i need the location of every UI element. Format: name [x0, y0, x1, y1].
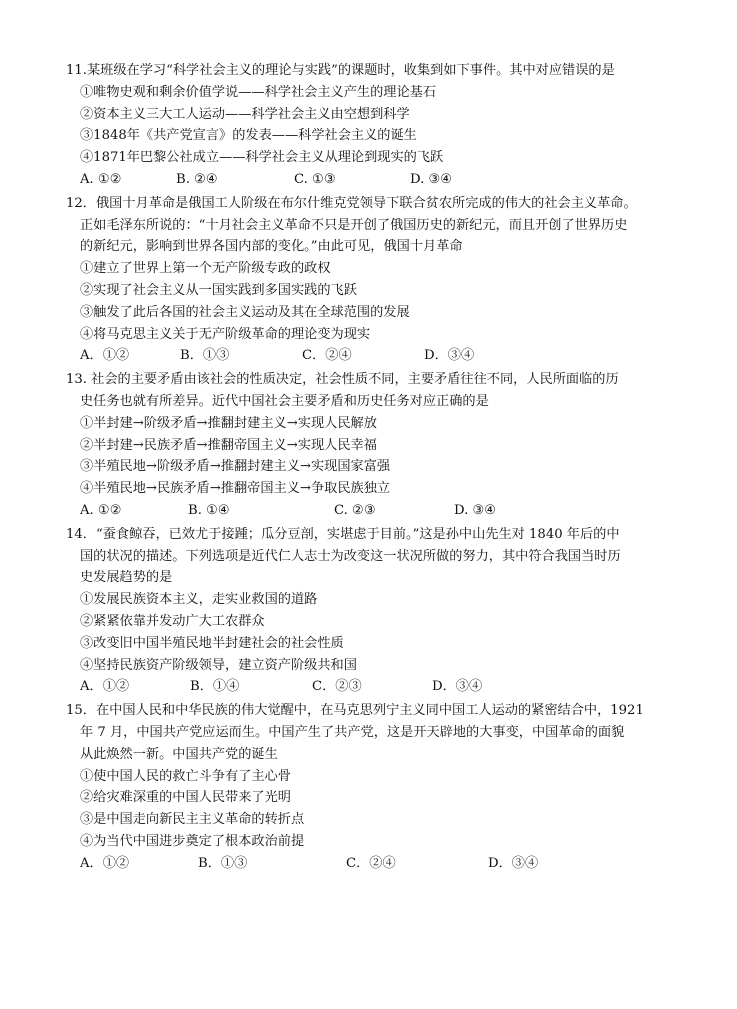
option-1: ①半封建→阶级矛盾→推翻封建主义→实现人民解放 [80, 415, 377, 431]
option-2: ②紧紧依靠并发动广大工农群众 [80, 613, 265, 629]
question-12 [66, 193, 686, 367]
choice-a: A．①② [80, 348, 130, 364]
choice-c: C. ①③ [294, 171, 336, 187]
choice-d: D. ③④ [454, 502, 497, 518]
stem-line: 12．俄国十月革命是俄国工人阶级在布尔什维克党领导下联合贫农所完成的伟大的社会主义革命。 [66, 195, 637, 211]
option-3: ③半殖民地→阶级矛盾→推翻封建主义→实现国家富强 [80, 459, 391, 475]
option-3: ③触发了此后各国的社会主义运动及其在全球范围的发展 [80, 304, 410, 320]
stem-line: 13. 社会的主要矛盾由该社会的性质决定，社会性质不同，主要矛盾往往不同，人民所面临的历 [66, 372, 619, 388]
choice-c: C. ②③ [334, 502, 376, 518]
exam-page [66, 60, 686, 876]
option-4: ④1871年巴黎公社成立——科学社会主义从理论到现实的飞跃 [80, 150, 444, 166]
choice-c: C．②④ [302, 348, 352, 364]
option-3: ③改变旧中国半殖民地半封建社会的社会性质 [80, 635, 344, 651]
stem-line: 11.某班级在学习“科学社会主义的理论与实践”的课题时，收集到如下事件。其中对应错误的是 [66, 63, 615, 78]
question-14 [66, 524, 686, 698]
question-stem [66, 369, 686, 413]
option-3: ③是中国走向新民主主义革命的转折点 [80, 812, 305, 828]
choice-d: D．③④ [488, 855, 539, 871]
option-3: ③1848年《共产党宣言》的发表——科学社会主义的诞生 [80, 128, 417, 144]
question-11 [66, 60, 686, 191]
answer-choices [66, 169, 686, 191]
question-stem [66, 700, 686, 765]
option-4: ④为当代中国进步奠定了根本政治前提 [80, 833, 305, 849]
question-stem [66, 524, 686, 589]
question-13 [66, 369, 686, 522]
stem-line: 史发展趋势的是 [80, 570, 173, 586]
choice-d: D．③④ [432, 679, 483, 695]
choice-a: A．①② [80, 679, 130, 695]
option-1: ①建立了世界上第一个无产阶级专政的政权 [80, 261, 331, 277]
choice-b: B. ①④ [188, 502, 230, 518]
choice-a: A. ①② [80, 171, 122, 187]
choice-c: C．②③ [312, 679, 362, 695]
stem-line: 14．“蚕食鲸吞，已效尤于接踵；瓜分豆剖，实堪虑于目前。”这是孙中山先生对 1840 年后的中 [66, 526, 620, 542]
option-2: ②资本主义三大工人运动——科学社会主义由空想到科学 [80, 106, 410, 122]
choice-d: D．③④ [424, 348, 475, 364]
option-1: ①发展民族资本主义，走实业救国的道路 [80, 592, 318, 608]
option-4: ④坚持民族资产阶级领导，建立资产阶级共和国 [80, 657, 357, 673]
option-1: ①唯物史观和剩余价值学说——科学社会主义产生的理论基石 [80, 84, 437, 100]
choice-b: B．①③ [198, 855, 248, 871]
option-4: ④半殖民地→民族矛盾→推翻帝国主义→争取民族独立 [80, 481, 391, 497]
answer-choices [66, 345, 686, 367]
stem-line: 国的状况的描述。下列选项是近代仁人志士为改变这一状况所做的努力，其中符合我国当时历 [80, 548, 621, 564]
stem-line: 年 7 月，中国共产党应运而生。中国产生了共产党，这是开天辟地的大事变，中国革命的面貌 [80, 724, 625, 740]
option-1: ①使中国人民的救亡斗争有了主心骨 [80, 768, 291, 784]
answer-choices [66, 853, 686, 875]
option-2: ②给灾难深重的中国人民带来了光明 [80, 790, 291, 806]
question-15 [66, 700, 686, 874]
choice-b: B．①④ [190, 679, 240, 695]
question-stem [66, 193, 686, 258]
stem-line: 的新纪元，影响到世界各国内部的变化。”由此可见，俄国十月革命 [80, 239, 463, 255]
choice-b: B. ②④ [176, 171, 218, 187]
stem-line: 正如毛泽东所说的：“十月社会主义革命不只是开创了俄国历史的新纪元，而且开创了世界历史 [80, 217, 628, 233]
answer-choices [66, 500, 686, 522]
option-2: ②半封建→民族矛盾→推翻帝国主义→实现人民幸福 [80, 437, 377, 453]
choice-b: B．①③ [180, 348, 230, 364]
choice-a: A. ①② [80, 502, 122, 518]
answer-choices [66, 676, 686, 698]
stem-line: 从此焕然一新。中国共产党的诞生 [80, 746, 278, 762]
option-2: ②实现了社会主义从一国实践到多国实践的飞跃 [80, 282, 357, 298]
choice-a: A．①② [80, 855, 130, 871]
choice-d: D. ③④ [410, 171, 453, 187]
choice-c: C．②④ [346, 855, 396, 871]
stem-line: 史任务也就有所差异。近代中国社会主要矛盾和历史任务对应正确的是 [80, 393, 489, 409]
question-stem [66, 60, 686, 82]
option-4: ④将马克思主义关于无产阶级革命的理论变为现实 [80, 326, 371, 342]
stem-line: 15．在中国人民和中华民族的伟大觉醒中，在马克思列宁主义同中国工人运动的紧密结合中，1921 [66, 703, 644, 719]
